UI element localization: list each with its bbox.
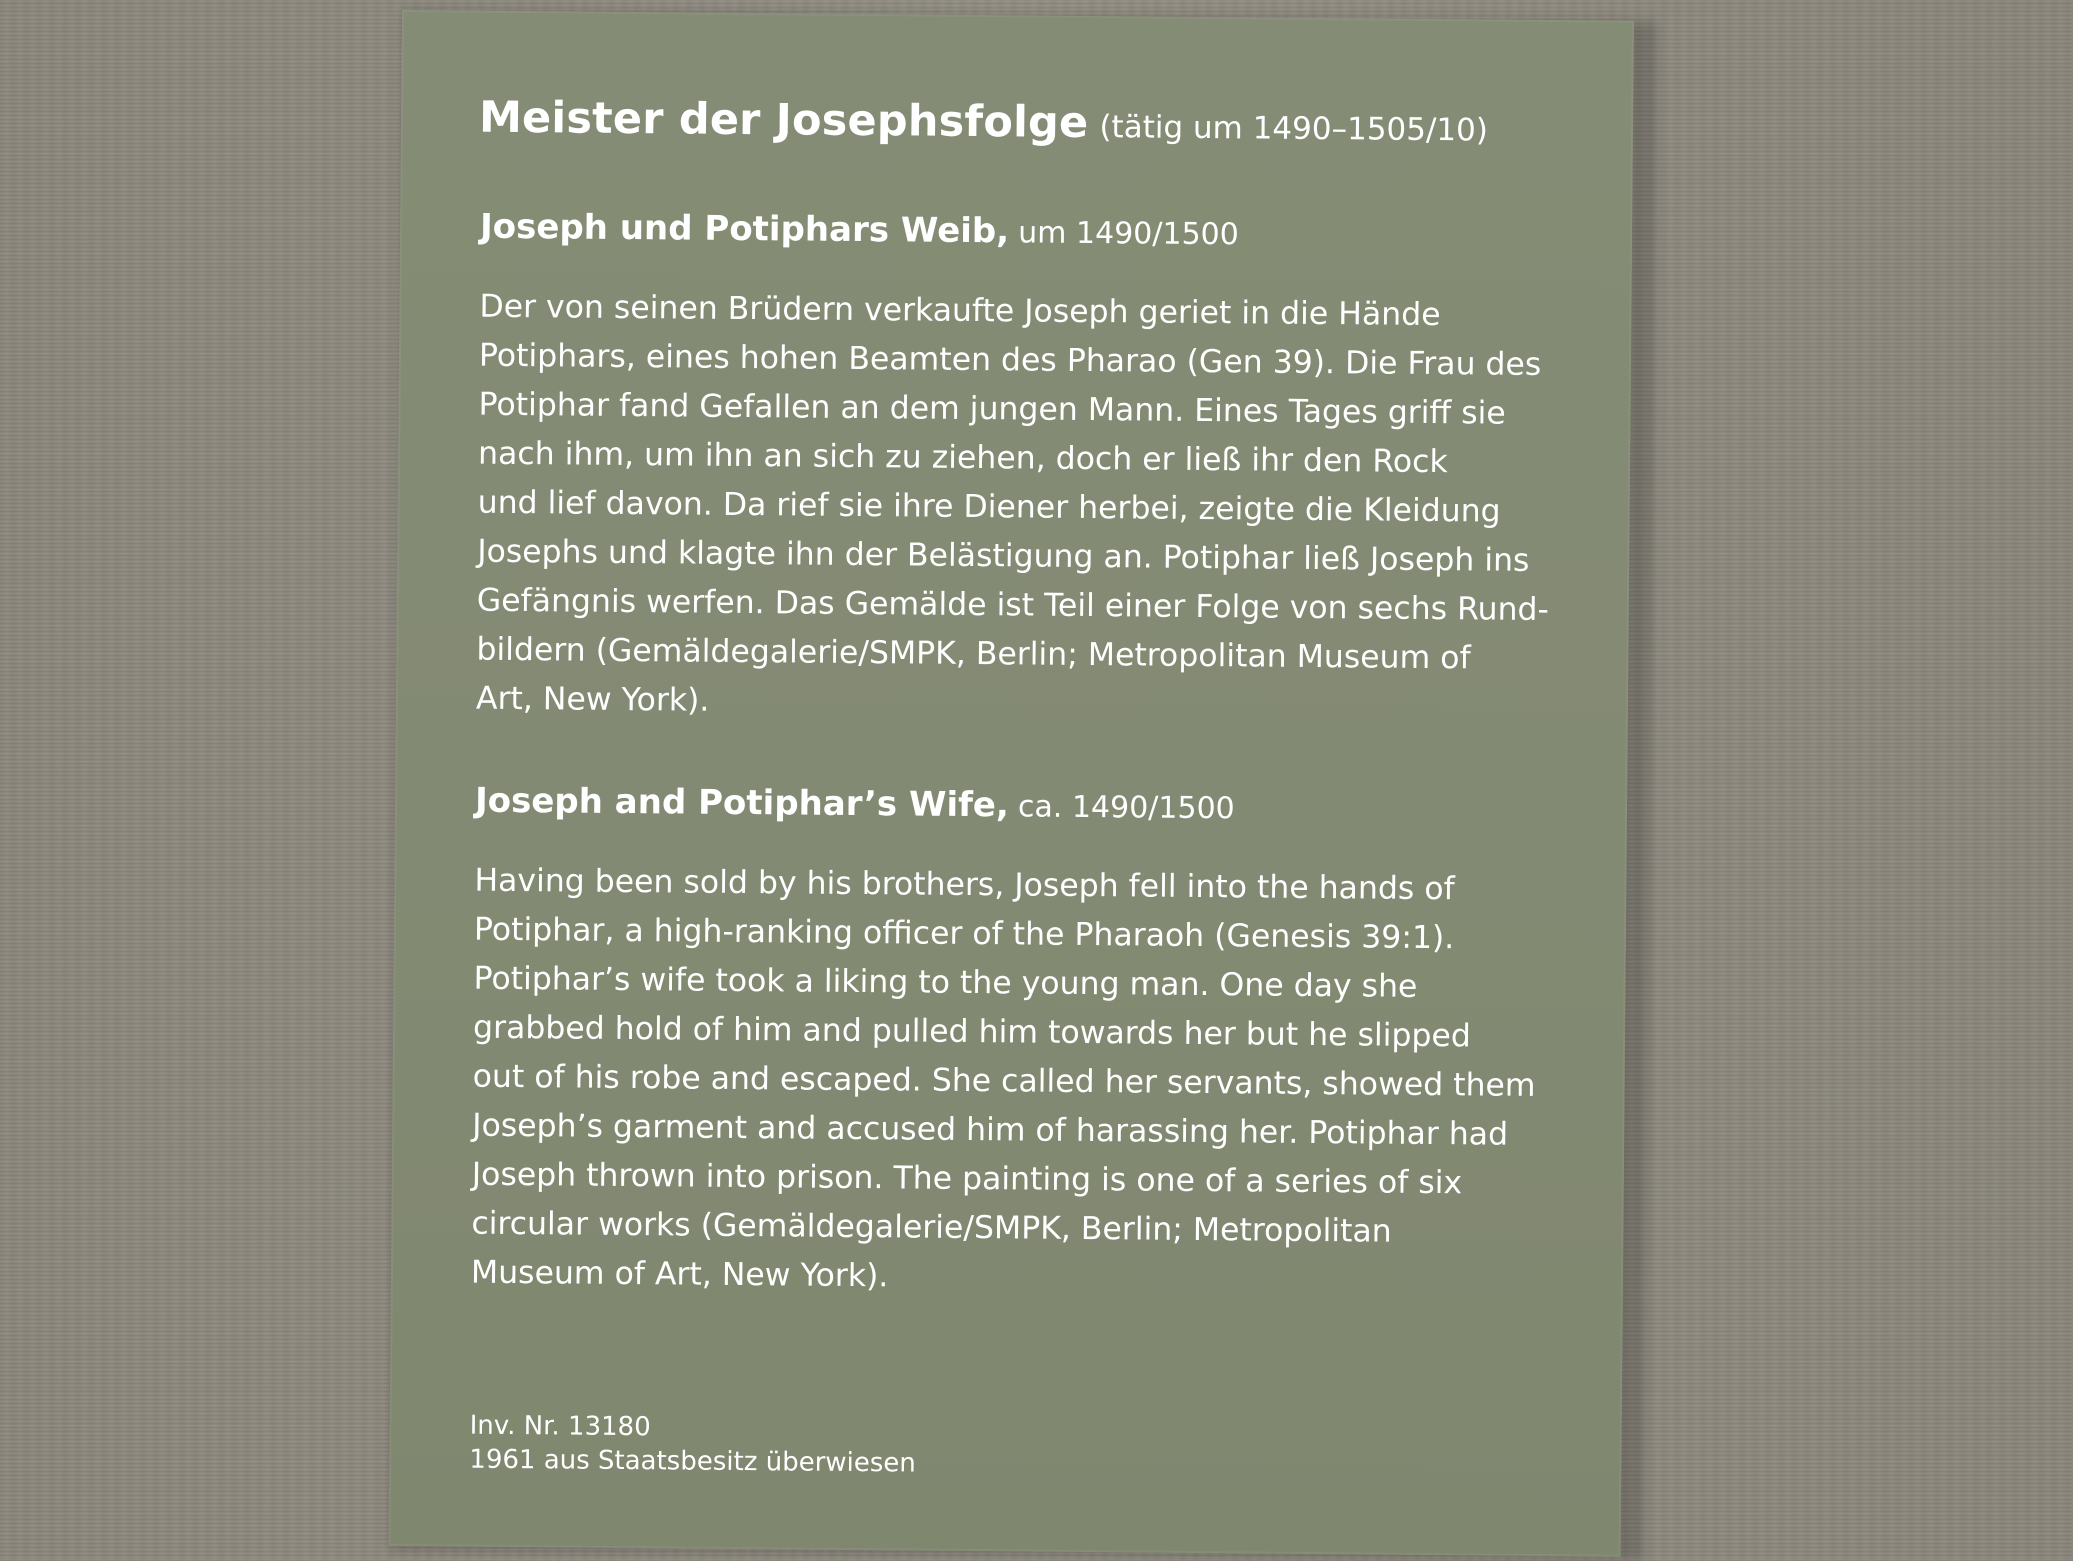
english-title-line bbox=[475, 781, 1235, 828]
german-date: um 1490/1500 bbox=[1018, 215, 1239, 253]
english-title: Joseph and Potiphar’s Wife, bbox=[474, 780, 1010, 826]
museum-label-plaque bbox=[389, 10, 1634, 1557]
english-description bbox=[471, 857, 1538, 1307]
german-line: Potiphars, eines hohen Beamten des Pharao (Gen 39). Die Frau des bbox=[478, 337, 1542, 383]
provenance-note: 1961 aus Staatsbesitz überwiesen bbox=[469, 1444, 916, 1479]
german-line: Der von seinen Brüdern verkaufte Joseph geriet in die Hände bbox=[479, 288, 1441, 334]
german-title: Joseph und Potiphars Weib, bbox=[479, 206, 1010, 252]
artist-header bbox=[479, 93, 1488, 152]
german-title-line bbox=[480, 207, 1239, 254]
english-line: Potiphar’s wife took a liking to the young man. One day she bbox=[473, 960, 1418, 1005]
german-line: Josephs und klagte ihn der Belästigung an. Potiphar ließ Joseph ins bbox=[477, 533, 1530, 579]
german-line: und lief davon. Da rief sie ihre Diener herbei, zeigte die Kleidung bbox=[477, 484, 1501, 530]
german-line: Gefängnis werfen. Das Gemälde ist Teil einer Folge von sechs Rund- bbox=[476, 582, 1550, 629]
german-line: Art, New York). bbox=[475, 680, 710, 719]
inventory-footer bbox=[469, 1409, 916, 1481]
inventory-number: Inv. Nr. 13180 bbox=[469, 1410, 651, 1443]
german-line: bildern (Gemäldegalerie/SMPK, Berlin; Metropolitan Museum of bbox=[476, 631, 1471, 677]
artist-dates: (tätig um 1490–1505/10) bbox=[1099, 109, 1489, 149]
english-line: grabbed hold of him and pulled him towards her but he slipped bbox=[472, 1009, 1471, 1055]
english-line: Joseph thrown into prison. The painting is one of a series of six bbox=[471, 1156, 1463, 1202]
german-description bbox=[476, 283, 1552, 733]
english-line: Potiphar, a high-ranking officer of the Pharaoh (Genesis 39:1). bbox=[473, 911, 1455, 957]
english-line: out of his robe and escaped. She called her servants, showed them bbox=[472, 1058, 1536, 1104]
english-line: Having been sold by his brothers, Joseph fell into the hands of bbox=[474, 862, 1455, 908]
english-line: Museum of Art, New York). bbox=[470, 1254, 889, 1295]
artist-name: Meister der Josephsfolge bbox=[478, 92, 1089, 148]
english-line: circular works (Gemäldegalerie/SMPK, Berlin; Metropolitan bbox=[471, 1205, 1392, 1250]
english-date: ca. 1490/1500 bbox=[1017, 789, 1235, 827]
english-line: Joseph’s garment and accused him of harassing her. Potiphar had bbox=[472, 1107, 1509, 1153]
german-line: nach ihm, um ihn an sich zu ziehen, doch er ließ ihr den Rock bbox=[477, 435, 1448, 481]
german-line: Potiphar fand Gefallen an dem jungen Mann. Eines Tages griff sie bbox=[478, 386, 1506, 432]
